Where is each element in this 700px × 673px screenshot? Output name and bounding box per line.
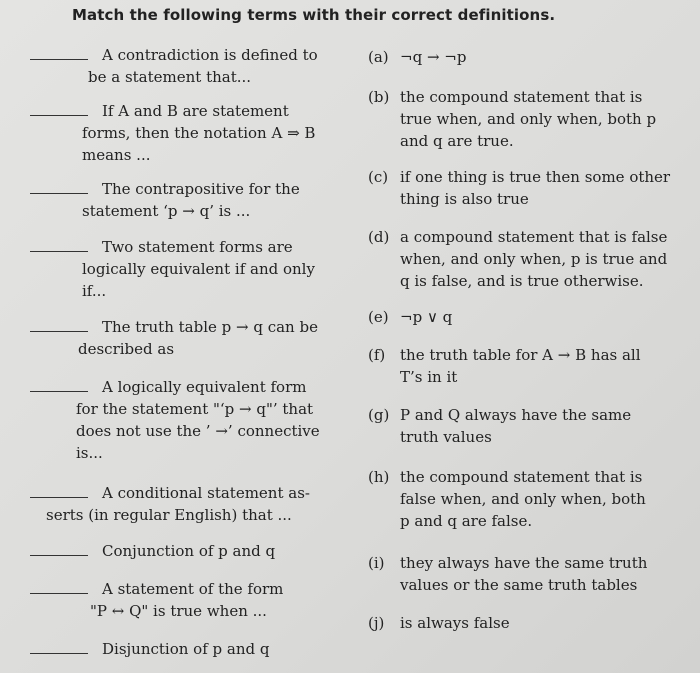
definition-j: (j) is always false <box>368 614 510 632</box>
answer-blank-4[interactable] <box>30 239 88 252</box>
term-item-8: Conjunction of p and q <box>30 540 350 562</box>
answer-blank-10[interactable] <box>30 641 88 654</box>
definition-c: (c) if one thing is true then some other thing is also true <box>368 168 671 208</box>
answer-blank-6[interactable] <box>30 379 88 392</box>
term-item-5: The truth table p → q can be described as <box>30 316 350 360</box>
answer-blank-9[interactable] <box>30 581 88 594</box>
answer-blank-3[interactable] <box>30 181 88 194</box>
term-item-9: A statement of the form "P ↔ Q" is true when ... <box>30 578 350 622</box>
definition-h: (h) the compound statement that is false when, and only when, both p and q are false. <box>368 468 646 530</box>
term-item-10: Disjunction of p and q <box>30 638 350 660</box>
answer-blank-7[interactable] <box>30 485 88 498</box>
term-item-6: A logically equivalent form for the statement "‘p → q"’ that does not use the ’ →’ connective is... <box>30 376 350 464</box>
page-title: Match the following terms with their correct definitions. <box>72 6 556 24</box>
definition-d: (d) a compound statement that is false when, and only when, p is true and q is false, and is true otherwise. <box>368 228 668 290</box>
definition-g: (g) P and Q always have the same truth values <box>368 406 632 446</box>
definition-b: (b) the compound statement that is true when, and only when, both p and q are true. <box>368 88 657 150</box>
answer-blank-1[interactable] <box>30 47 88 60</box>
definition-a: (a) ¬q → ¬p <box>368 48 467 66</box>
answer-blank-5[interactable] <box>30 319 88 332</box>
definition-e: (e) ¬p ∨ q <box>368 308 453 326</box>
definition-f: (f) the truth table for A → B has all T’s in it <box>368 346 641 386</box>
term-item-2: If A and B are statement forms, then the notation A ⇒ B means ... <box>30 100 350 166</box>
term-item-7: A conditional statement as- serts (in regular English) that ... <box>30 482 350 526</box>
term-item-4: Two statement forms are logically equivalent if and only if... <box>30 236 350 302</box>
definition-i: (i) they always have the same truth values or the same truth tables <box>368 554 648 594</box>
answer-blank-8[interactable] <box>30 543 88 556</box>
term-item-3: The contrapositive for the statement ‘p → q’ is ... <box>30 178 350 222</box>
term-item-1: A contradiction is defined to be a statement that... <box>30 44 350 88</box>
answer-blank-2[interactable] <box>30 103 88 116</box>
